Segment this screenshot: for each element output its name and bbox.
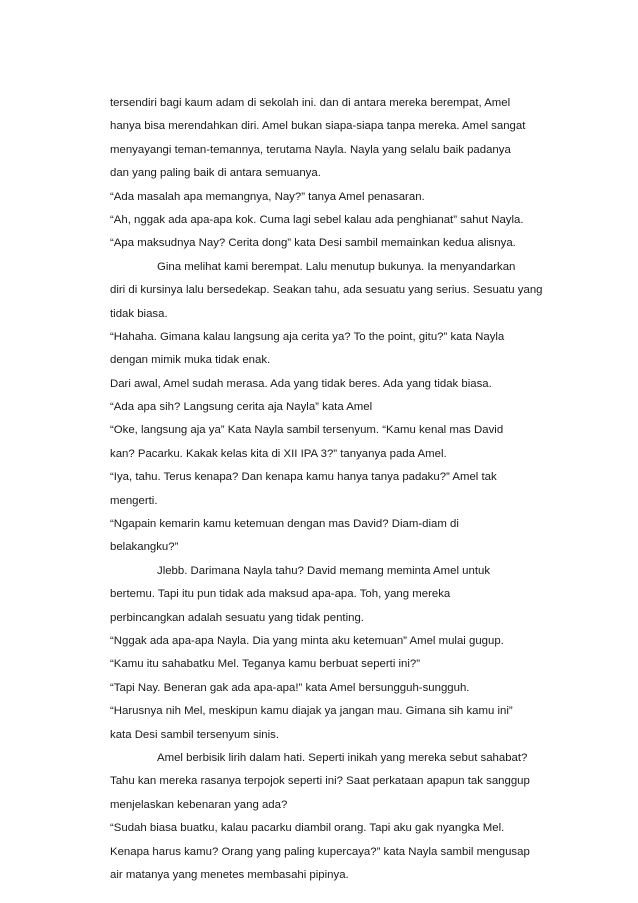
text-line: perbincangkan adalah sesuatu yang tidak penting. — [110, 611, 364, 624]
text-line: “Ngapain kemarin kamu ketemuan dengan mas David? Diam-diam di — [110, 518, 459, 531]
text-line: bertemu. Tapi itu pun tidak ada maksud apa-apa. Toh, yang mereka — [110, 588, 451, 601]
text-line: dengan mimik muka tidak enak. — [110, 354, 271, 367]
text-line: Tahu kan mereka rasanya terpojok seperti ini? Saat perkataan apapun tak sanggup — [110, 775, 530, 788]
text-line: “Kamu itu sahabatku Mel. Teganya kamu berbuat seperti ini?” — [110, 658, 421, 671]
text-line: “Nggak ada apa-apa Nayla. Dia yang minta aku ketemuan” Amel mulai gugup. — [110, 634, 504, 647]
text-line: tidak biasa. — [110, 307, 168, 320]
text-line: Jlebb. Darimana Nayla tahu? David memang meminta Amel untuk — [157, 564, 491, 577]
text-line: kata Desi sambil tersenyum sinis. — [110, 728, 280, 741]
text-line: Amel berbisik lirih dalam hati. Seperti inikah yang mereka sebut sahabat? — [157, 751, 528, 764]
text-line: kan? Pacarku. Kakak kelas kita di XII IPA 3?” tanyanya pada Amel. — [110, 447, 447, 460]
text-line: “Tapi Nay. Beneran gak ada apa-apa!” kata Amel bersungguh-sungguh. — [110, 681, 470, 694]
text-line: dan yang paling baik di antara semuanya. — [110, 167, 321, 180]
text-line: “Iya, tahu. Terus kenapa? Dan kenapa kamu hanya tanya padaku?” Amel tak — [110, 471, 497, 484]
text-line: diri di kursinya lalu bersedekap. Seakan tahu, ada sesuatu yang serius. Sesuatu yang — [110, 284, 543, 297]
text-line: menjelaskan kebenaran yang ada? — [110, 798, 288, 811]
text-line: Kenapa harus kamu? Orang yang paling kupercaya?” kata Nayla sambil mengusap — [110, 845, 530, 858]
text-line: “Harusnya nih Mel, meskipun kamu diajak ya jangan mau. Gimana sih kamu ini” — [110, 705, 513, 718]
text-line: mengerti. — [110, 494, 158, 507]
text-line: “Apa maksudnya Nay? Cerita dong” kata Desi sambil memainkan kedua alisnya. — [110, 237, 516, 250]
text-line: “Ada masalah apa memangnya, Nay?” tanya Amel penasaran. — [110, 190, 425, 203]
text-line: Dari awal, Amel sudah merasa. Ada yang tidak beres. Ada yang tidak biasa. — [110, 377, 492, 390]
text-line: menyayangi teman-temannya, terutama Nayla. Nayla yang selalu baik padanya — [110, 143, 511, 156]
text-line: Gina melihat kami berempat. Lalu menutup bukunya. Ia menyandarkan — [157, 260, 516, 273]
text-line: “Ah, nggak ada apa-apa kok. Cuma lagi sebel kalau ada penghianat” sahut Nayla. — [110, 213, 524, 226]
text-line: belakangku?” — [110, 541, 179, 554]
text-line: “Ada apa sih? Langsung cerita aja Nayla” kata Amel — [110, 401, 373, 414]
story-text-body — [110, 92, 550, 887]
text-line: tersendiri bagi kaum adam di sekolah ini. dan di antara mereka berempat, Amel — [110, 97, 511, 109]
text-line: hanya bisa merendahkan diri. Amel bukan siapa-siapa tanpa mereka. Amel sangat — [110, 120, 526, 133]
text-line: air matanya yang menetes membasahi pipinya. — [110, 868, 349, 881]
text-line: “Sudah biasa buatku, kalau pacarku diambil orang. Tapi aku gak nyangka Mel. — [110, 822, 505, 835]
text-line: “Hahaha. Gimana kalau langsung aja cerita ya? To the point, gitu?” kata Nayla — [110, 330, 505, 343]
text-line: “Oke, langsung aja ya” Kata Nayla sambil tersenyum. “Kamu kenal mas David — [110, 424, 504, 437]
